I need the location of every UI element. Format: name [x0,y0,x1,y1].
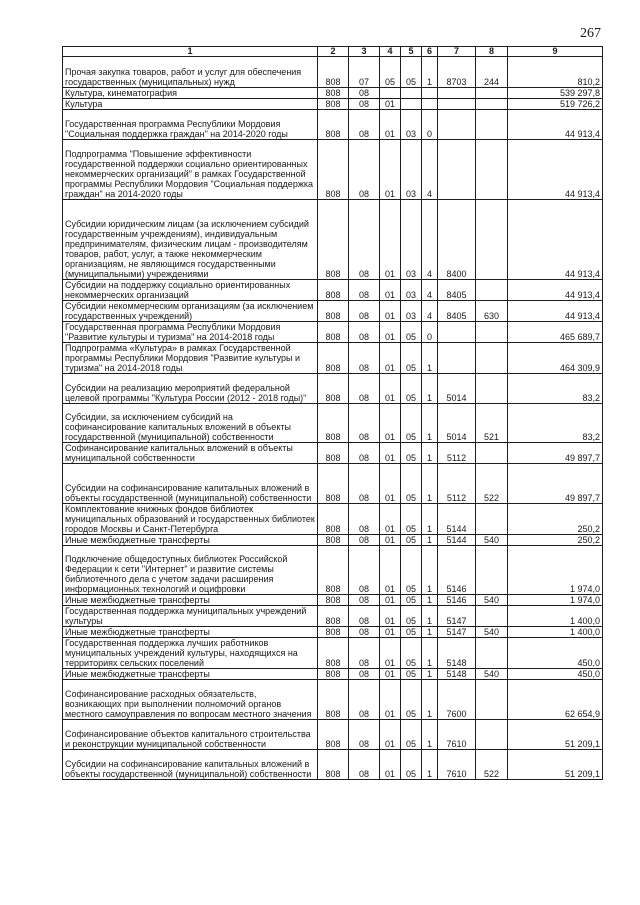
row-name-cell: Субсидии на реализацию мероприятий федеральной целевой программы "Культура России (2012 - 2018 годы)" [63,374,318,404]
table-row [63,669,603,680]
row-direction-cell [438,140,476,200]
table-row [63,535,603,546]
table-row [63,750,603,780]
row-code-cell: 808 [318,627,349,638]
row-subsection-cell: 01 [380,546,401,595]
header-col-6: 6 [422,47,438,57]
row-name-cell: Софинансирование расходных обязательств, возникающих при выполнении полномочий органов местного самоуправления по вопросам местного значения [63,680,318,720]
row-direction-cell: 7600 [438,680,476,720]
row-section-cell: 08 [349,200,380,280]
row-subprogram-cell: 4 [422,140,438,200]
row-name-cell: Субсидии юридическим лицам (за исключением субсидий государственным учреждениям), индивидуальным предпринимателям, физическим лицам - производителям товаров, работ, услуг, а также некоммерческим организациям, не являющимся государственными (муниципальными) учреждениями [63,200,318,280]
row-subprogram-cell: 1 [422,443,438,464]
row-subsection-cell: 01 [380,464,401,504]
row-subprogram-cell: 1 [422,680,438,720]
row-amount-cell: 250,2 [508,535,603,546]
row-subprogram-cell [422,99,438,110]
row-name-cell: Иные межбюджетные трансферты [63,669,318,680]
header-col-4: 4 [380,47,401,57]
header-col-9: 9 [508,47,603,57]
row-name-cell: Подпрограмма «Культура» в рамках Государственной программы Республики Мордовия "Развитие культуры и туризма" на 2014-2018 годы [63,343,318,374]
row-program-cell: 05 [401,343,422,374]
row-program-cell: 05 [401,638,422,669]
row-section-cell: 08 [349,110,380,140]
row-program-cell: 05 [401,404,422,443]
row-subsection-cell: 01 [380,301,401,322]
row-name-cell: Культура, кинематография [63,88,318,99]
row-amount-cell: 250,2 [508,504,603,535]
table-row [63,720,603,750]
row-section-cell: 08 [349,595,380,606]
row-name-cell: Комплектование книжных фондов библиотек муниципальных образований и государственных библиотек городов Москвы и Санкт-Петербурга [63,504,318,535]
table-row [63,546,603,595]
row-name-cell: Иные межбюджетные трансферты [63,627,318,638]
row-direction-cell: 5112 [438,443,476,464]
row-subprogram-cell: 1 [422,404,438,443]
row-section-cell: 08 [349,301,380,322]
row-name-cell: Культура [63,99,318,110]
table-row [63,595,603,606]
table-row [63,374,603,404]
row-direction-cell: 5146 [438,595,476,606]
budget-table [62,46,603,780]
row-program-cell: 05 [401,57,422,88]
row-subprogram-cell: 4 [422,280,438,301]
row-section-cell: 08 [349,606,380,627]
row-code-cell: 808 [318,669,349,680]
row-amount-cell: 44 913,4 [508,280,603,301]
row-program-cell [401,99,422,110]
row-program-cell: 05 [401,669,422,680]
row-subsection-cell [380,88,401,99]
row-code-cell: 808 [318,343,349,374]
row-expense-type-cell [476,638,508,669]
row-subsection-cell: 01 [380,110,401,140]
row-direction-cell: 8405 [438,280,476,301]
table-row [63,464,603,504]
row-subsection-cell: 01 [380,638,401,669]
row-name-cell: Подключение общедоступных библиотек Российской Федерации к сети "Интернет" и развитие системы библиотечного дела с учетом задачи расширения информационных технологий и оцифровки [63,546,318,595]
row-direction-cell: 5014 [438,404,476,443]
row-expense-type-cell [476,200,508,280]
row-subprogram-cell: 1 [422,669,438,680]
row-amount-cell: 49 897,7 [508,443,603,464]
row-code-cell: 808 [318,99,349,110]
row-code-cell: 808 [318,546,349,595]
row-direction-cell: 5147 [438,606,476,627]
row-expense-type-cell: 540 [476,535,508,546]
row-code-cell: 808 [318,504,349,535]
row-amount-cell: 44 913,4 [508,140,603,200]
row-expense-type-cell [476,88,508,99]
row-expense-type-cell [476,110,508,140]
row-amount-cell: 44 913,4 [508,110,603,140]
row-name-cell: Софинансирование капитальных вложений в объекты муниципальной собственности [63,443,318,464]
row-expense-type-cell [476,343,508,374]
row-name-cell: Государственная программа Республики Мордовия "Развитие культуры и туризма" на 2014-2018 годы [63,322,318,343]
row-direction-cell: 5144 [438,504,476,535]
row-direction-cell: 7610 [438,750,476,780]
row-section-cell: 08 [349,504,380,535]
row-amount-cell: 1 974,0 [508,595,603,606]
row-amount-cell: 51 209,1 [508,720,603,750]
table-row [63,88,603,99]
row-code-cell: 808 [318,680,349,720]
row-subprogram-cell: 1 [422,504,438,535]
header-col-2: 2 [318,47,349,57]
row-name-cell: Государственная поддержка муниципальных учреждений культуры [63,606,318,627]
row-subsection-cell: 01 [380,374,401,404]
row-amount-cell: 62 654,9 [508,680,603,720]
row-section-cell: 08 [349,280,380,301]
row-program-cell [401,88,422,99]
row-code-cell: 808 [318,595,349,606]
row-code-cell: 808 [318,322,349,343]
row-code-cell: 808 [318,443,349,464]
row-code-cell: 808 [318,464,349,504]
table-row [63,110,603,140]
row-direction-cell: 5147 [438,627,476,638]
row-expense-type-cell [476,443,508,464]
row-amount-cell: 44 913,4 [508,200,603,280]
table-header-row [63,47,603,57]
row-subsection-cell: 05 [380,57,401,88]
row-subprogram-cell: 1 [422,750,438,780]
row-subprogram-cell: 1 [422,374,438,404]
row-subprogram-cell: 1 [422,720,438,750]
row-code-cell: 808 [318,606,349,627]
row-subprogram-cell: 1 [422,595,438,606]
row-program-cell: 05 [401,595,422,606]
row-section-cell: 08 [349,680,380,720]
row-amount-cell: 450,0 [508,669,603,680]
row-subprogram-cell: 0 [422,110,438,140]
row-code-cell: 808 [318,110,349,140]
row-subprogram-cell: 4 [422,200,438,280]
row-section-cell: 08 [349,343,380,374]
row-expense-type-cell [476,606,508,627]
row-subprogram-cell: 1 [422,464,438,504]
row-section-cell: 08 [349,750,380,780]
row-program-cell: 03 [401,280,422,301]
row-subsection-cell: 01 [380,669,401,680]
row-expense-type-cell: 540 [476,669,508,680]
row-direction-cell [438,322,476,343]
row-program-cell: 05 [401,750,422,780]
row-subprogram-cell: 1 [422,535,438,546]
row-subsection-cell: 01 [380,720,401,750]
table-row [63,99,603,110]
row-amount-cell: 450,0 [508,638,603,669]
row-direction-cell [438,110,476,140]
header-col-7: 7 [438,47,476,57]
row-name-cell: Софинансирование объектов капитального строительства и реконструкции муниципальной собственности [63,720,318,750]
table-row [63,606,603,627]
row-direction-cell [438,88,476,99]
row-amount-cell: 519 726,2 [508,99,603,110]
row-program-cell: 05 [401,322,422,343]
row-subsection-cell: 01 [380,200,401,280]
row-program-cell: 03 [401,200,422,280]
table-row [63,140,603,200]
row-subprogram-cell: 1 [422,638,438,669]
row-amount-cell: 1 400,0 [508,606,603,627]
row-name-cell: Иные межбюджетные трансферты [63,595,318,606]
row-subsection-cell: 01 [380,99,401,110]
row-amount-cell: 83,2 [508,404,603,443]
row-section-cell: 08 [349,88,380,99]
row-name-cell: Субсидии на софинансирование капитальных вложений в объекты государственной (муниципальной) собственности [63,464,318,504]
row-amount-cell: 465 689,7 [508,322,603,343]
row-section-cell: 08 [349,404,380,443]
row-direction-cell: 5144 [438,535,476,546]
row-expense-type-cell: 540 [476,627,508,638]
row-expense-type-cell [476,680,508,720]
row-program-cell: 05 [401,464,422,504]
row-program-cell: 05 [401,606,422,627]
row-program-cell: 05 [401,627,422,638]
row-program-cell: 03 [401,301,422,322]
row-code-cell: 808 [318,301,349,322]
row-subprogram-cell [422,88,438,99]
row-direction-cell [438,99,476,110]
row-expense-type-cell [476,99,508,110]
row-amount-cell: 464 309,9 [508,343,603,374]
row-code-cell: 808 [318,200,349,280]
row-name-cell: Подпрограмма "Повышение эффективности государственной поддержки социально ориентированных некоммерческих организаций" в рамках Государственной программы Республики Мордовия "Социальная поддержка граждан" на 2014-2020 годы [63,140,318,200]
table-row [63,322,603,343]
row-direction-cell: 8400 [438,200,476,280]
row-section-cell: 08 [349,669,380,680]
row-section-cell: 08 [349,140,380,200]
row-name-cell: Государственная программа Республики Мордовия "Социальная поддержка граждан" на 2014-2020 годы [63,110,318,140]
row-expense-type-cell: 630 [476,301,508,322]
row-subprogram-cell: 1 [422,343,438,374]
row-direction-cell: 5148 [438,638,476,669]
row-section-cell: 08 [349,720,380,750]
row-subsection-cell: 01 [380,443,401,464]
row-subsection-cell: 01 [380,627,401,638]
row-section-cell: 08 [349,535,380,546]
table-row [63,443,603,464]
row-section-cell: 08 [349,638,380,669]
table-row [63,638,603,669]
row-program-cell: 05 [401,680,422,720]
row-name-cell: Субсидии некоммерческим организациям (за исключением государственных учреждений) [63,301,318,322]
row-code-cell: 808 [318,750,349,780]
row-amount-cell: 44 913,4 [508,301,603,322]
header-col-1: 1 [63,47,318,57]
row-expense-type-cell: 244 [476,57,508,88]
row-expense-type-cell [476,322,508,343]
row-expense-type-cell: 521 [476,404,508,443]
row-section-cell: 08 [349,374,380,404]
row-subsection-cell: 01 [380,680,401,720]
row-code-cell: 808 [318,535,349,546]
row-amount-cell: 51 209,1 [508,750,603,780]
table-row [63,627,603,638]
row-subsection-cell: 01 [380,343,401,374]
row-subsection-cell: 01 [380,322,401,343]
row-section-cell: 08 [349,443,380,464]
row-name-cell: Государственная поддержка лучших работников муниципальных учреждений культуры, находящихся на территориях сельских поселений [63,638,318,669]
row-program-cell: 05 [401,504,422,535]
row-subprogram-cell: 1 [422,57,438,88]
table-row [63,301,603,322]
row-name-cell: Субсидии на софинансирование капитальных вложений в объекты государственной (муниципальной) собственности [63,750,318,780]
row-subsection-cell: 01 [380,606,401,627]
row-subsection-cell: 01 [380,404,401,443]
page-number: 267 [580,26,601,41]
row-expense-type-cell [476,504,508,535]
row-direction-cell: 5112 [438,464,476,504]
row-name-cell: Субсидии, за исключением субсидий на софинансирование капитальных вложений в объекты государственной (муниципальной) собственности [63,404,318,443]
row-section-cell: 08 [349,546,380,595]
row-code-cell: 808 [318,280,349,301]
table-row [63,680,603,720]
row-subprogram-cell: 1 [422,627,438,638]
row-code-cell: 808 [318,140,349,200]
header-col-5: 5 [401,47,422,57]
row-section-cell: 08 [349,99,380,110]
row-code-cell: 808 [318,638,349,669]
row-direction-cell: 5014 [438,374,476,404]
row-name-cell: Иные межбюджетные трансферты [63,535,318,546]
row-expense-type-cell: 522 [476,464,508,504]
row-direction-cell: 8703 [438,57,476,88]
row-section-cell: 07 [349,57,380,88]
row-program-cell: 05 [401,720,422,750]
row-subsection-cell: 01 [380,280,401,301]
table-row [63,404,603,443]
row-direction-cell: 7610 [438,720,476,750]
row-code-cell: 808 [318,57,349,88]
row-expense-type-cell [476,374,508,404]
row-subprogram-cell: 0 [422,322,438,343]
table-row [63,200,603,280]
row-subsection-cell: 01 [380,595,401,606]
row-code-cell: 808 [318,88,349,99]
row-section-cell: 08 [349,627,380,638]
row-subsection-cell: 01 [380,750,401,780]
row-name-cell: Субсидии на поддержку социально ориентированных некоммерческих организаций [63,280,318,301]
row-amount-cell: 1 974,0 [508,546,603,595]
row-subprogram-cell: 4 [422,301,438,322]
row-program-cell: 03 [401,110,422,140]
row-expense-type-cell [476,280,508,301]
row-program-cell: 05 [401,443,422,464]
row-direction-cell [438,343,476,374]
row-expense-type-cell [476,720,508,750]
row-program-cell: 05 [401,535,422,546]
row-amount-cell: 49 897,7 [508,464,603,504]
table-row [63,280,603,301]
table-row [63,343,603,374]
row-code-cell: 808 [318,374,349,404]
row-amount-cell: 810,2 [508,57,603,88]
row-code-cell: 808 [318,404,349,443]
row-direction-cell: 8405 [438,301,476,322]
row-subprogram-cell: 1 [422,546,438,595]
row-amount-cell: 1 400,0 [508,627,603,638]
table-row [63,57,603,88]
row-subsection-cell: 01 [380,535,401,546]
row-expense-type-cell [476,140,508,200]
row-code-cell: 808 [318,720,349,750]
row-direction-cell: 5148 [438,669,476,680]
row-amount-cell: 83,2 [508,374,603,404]
row-direction-cell: 5146 [438,546,476,595]
row-subsection-cell: 01 [380,504,401,535]
row-amount-cell: 539 297,8 [508,88,603,99]
header-col-3: 3 [349,47,380,57]
row-subsection-cell: 01 [380,140,401,200]
table-row [63,504,603,535]
row-subprogram-cell: 1 [422,606,438,627]
row-section-cell: 08 [349,464,380,504]
row-expense-type-cell: 522 [476,750,508,780]
row-section-cell: 08 [349,322,380,343]
row-program-cell: 03 [401,140,422,200]
row-program-cell: 05 [401,546,422,595]
row-expense-type-cell [476,546,508,595]
row-program-cell: 05 [401,374,422,404]
header-col-8: 8 [476,47,508,57]
row-name-cell: Прочая закупка товаров, работ и услуг для обеспечения государственных (муниципальных) нужд [63,57,318,88]
row-expense-type-cell: 540 [476,595,508,606]
